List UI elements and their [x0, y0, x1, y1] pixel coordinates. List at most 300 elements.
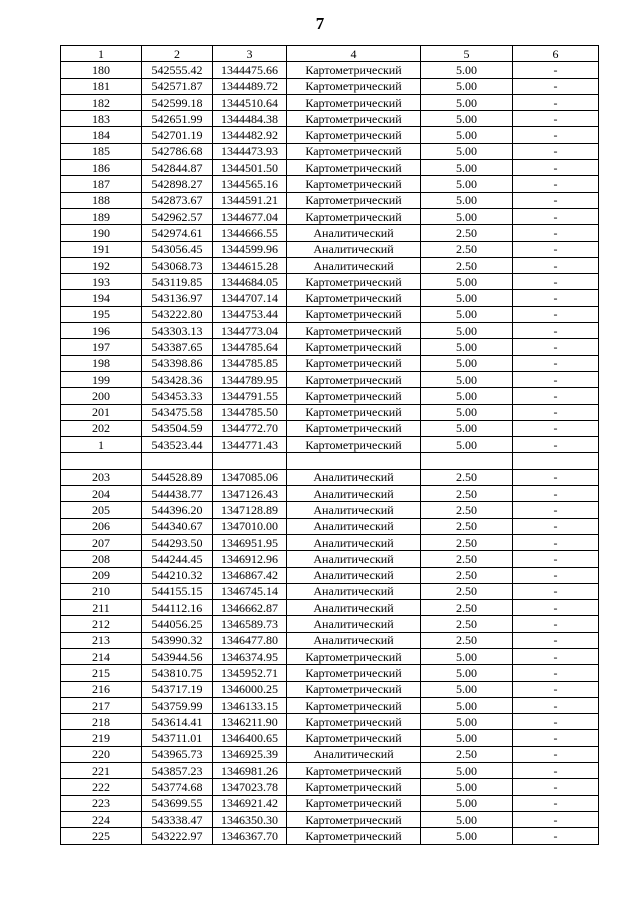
table-cell: 542898.27: [142, 176, 213, 192]
table-cell: -: [513, 62, 599, 78]
table-row: [61, 143, 599, 159]
table-cell: 1346745.14: [213, 583, 287, 599]
table-cell: Картометрический: [287, 323, 421, 339]
table-cell: -: [513, 306, 599, 322]
table-cell: Картометрический: [287, 404, 421, 420]
table-cell: -: [513, 730, 599, 746]
table-cell: 543303.13: [142, 323, 213, 339]
table-cell: 182: [61, 94, 142, 110]
table-cell: Картометрический: [287, 111, 421, 127]
table-cell: 543614.41: [142, 714, 213, 730]
table-cell: -: [513, 127, 599, 143]
table-cell: 203: [61, 469, 142, 485]
table-cell: 180: [61, 62, 142, 78]
table-cell: -: [513, 551, 599, 567]
table-cell: 1344785.50: [213, 404, 287, 420]
table-cell: 544155.15: [142, 583, 213, 599]
table-cell: Аналитический: [287, 225, 421, 241]
table-cell: -: [513, 828, 599, 844]
table-cell: 2.50: [421, 616, 513, 632]
table-cell: 5.00: [421, 192, 513, 208]
table-row: [61, 681, 599, 697]
table-cell: Аналитический: [287, 600, 421, 616]
table-cell: 542786.68: [142, 143, 213, 159]
table-cell: [287, 453, 421, 469]
table-cell: 2.50: [421, 257, 513, 273]
table-cell: 207: [61, 534, 142, 550]
table-cell: 1346921.42: [213, 795, 287, 811]
table-cell: -: [513, 111, 599, 127]
table-cell: 1346350.30: [213, 811, 287, 827]
table-cell: 183: [61, 111, 142, 127]
table-row: [61, 241, 599, 257]
table-cell: 5.00: [421, 681, 513, 697]
table-cell: Картометрический: [287, 143, 421, 159]
table-cell: Картометрический: [287, 192, 421, 208]
header-row: [61, 46, 599, 62]
table-row: [61, 583, 599, 599]
table-cell: -: [513, 779, 599, 795]
table-cell: -: [513, 192, 599, 208]
table-cell: 1347085.06: [213, 469, 287, 485]
table-row: [61, 665, 599, 681]
table-cell: 543222.80: [142, 306, 213, 322]
table-row: [61, 323, 599, 339]
table-cell: Аналитический: [287, 257, 421, 273]
table-cell: 208: [61, 551, 142, 567]
table-cell: 543965.73: [142, 746, 213, 762]
table-row: [61, 192, 599, 208]
table-cell: 1346912.96: [213, 551, 287, 567]
table-cell: 5.00: [421, 176, 513, 192]
table-row: [61, 160, 599, 176]
table-cell: 225: [61, 828, 142, 844]
table-row: [61, 697, 599, 713]
table-cell: 2.50: [421, 518, 513, 534]
table-row: [61, 534, 599, 550]
table-row: [61, 208, 599, 224]
table-cell: 2.50: [421, 486, 513, 502]
table-cell: Картометрический: [287, 62, 421, 78]
table-row: [61, 730, 599, 746]
table-cell: -: [513, 518, 599, 534]
table-cell: [213, 453, 287, 469]
table-cell: 1344785.64: [213, 339, 287, 355]
table-row: [61, 763, 599, 779]
table-cell: -: [513, 763, 599, 779]
table-cell: 5.00: [421, 290, 513, 306]
table-cell: 2.50: [421, 600, 513, 616]
table-cell: 5.00: [421, 763, 513, 779]
table-cell: 190: [61, 225, 142, 241]
table-cell: 5.00: [421, 339, 513, 355]
table-cell: 5.00: [421, 94, 513, 110]
table-cell: -: [513, 274, 599, 290]
table-cell: 210: [61, 583, 142, 599]
table-cell: -: [513, 795, 599, 811]
table-cell: Картометрический: [287, 828, 421, 844]
table-cell: 181: [61, 78, 142, 94]
table-row: [61, 127, 599, 143]
table-cell: 192: [61, 257, 142, 273]
table-cell: 221: [61, 763, 142, 779]
table-row: [61, 469, 599, 485]
table-cell: 1344484.38: [213, 111, 287, 127]
table-cell: 544056.25: [142, 616, 213, 632]
table-row: [61, 486, 599, 502]
table-cell: 544112.16: [142, 600, 213, 616]
table-cell: 1346374.95: [213, 648, 287, 664]
table-cell: 1347023.78: [213, 779, 287, 795]
table-cell: -: [513, 160, 599, 176]
table-cell: Аналитический: [287, 486, 421, 502]
table-row: [61, 420, 599, 436]
table-cell: 201: [61, 404, 142, 420]
table-cell: 5.00: [421, 62, 513, 78]
table-cell: -: [513, 632, 599, 648]
table-cell: 542701.19: [142, 127, 213, 143]
table-cell: 542651.99: [142, 111, 213, 127]
table-cell: -: [513, 404, 599, 420]
table-cell: -: [513, 583, 599, 599]
table-cell: [513, 453, 599, 469]
table-cell: 543398.86: [142, 355, 213, 371]
table-cell: -: [513, 437, 599, 453]
table-cell: Картометрический: [287, 811, 421, 827]
table-cell: 542599.18: [142, 94, 213, 110]
table-cell: 191: [61, 241, 142, 257]
table-row: [61, 551, 599, 567]
table-cell: Картометрический: [287, 648, 421, 664]
table-cell: Картометрический: [287, 681, 421, 697]
table-cell: 5.00: [421, 420, 513, 436]
table-cell: -: [513, 567, 599, 583]
table-cell: Картометрический: [287, 78, 421, 94]
table-cell: 1346000.25: [213, 681, 287, 697]
table-cell: 1344666.55: [213, 225, 287, 241]
table-cell: -: [513, 746, 599, 762]
table-cell: Аналитический: [287, 551, 421, 567]
table-cell: 1344510.64: [213, 94, 287, 110]
table-cell: Картометрический: [287, 208, 421, 224]
table-row: [61, 94, 599, 110]
table-row: [61, 567, 599, 583]
table-cell: 544438.77: [142, 486, 213, 502]
table-cell: 189: [61, 208, 142, 224]
table-cell: 2.50: [421, 746, 513, 762]
table-row: [61, 518, 599, 534]
table-cell: 1344591.21: [213, 192, 287, 208]
table-row: [61, 225, 599, 241]
table-cell: -: [513, 355, 599, 371]
table-cell: -: [513, 323, 599, 339]
table-row: [61, 648, 599, 664]
table-cell: 5.00: [421, 388, 513, 404]
table-cell: 1344565.16: [213, 176, 287, 192]
table-row: [61, 62, 599, 78]
table-cell: -: [513, 600, 599, 616]
table-row: [61, 453, 599, 469]
table-cell: 5.00: [421, 274, 513, 290]
table-cell: 1: [61, 437, 142, 453]
table-row: [61, 828, 599, 844]
table-cell: 2.50: [421, 534, 513, 550]
table-cell: 2.50: [421, 583, 513, 599]
table-cell: Картометрический: [287, 763, 421, 779]
table-cell: 1346662.87: [213, 600, 287, 616]
table-cell: 200: [61, 388, 142, 404]
table-cell: Картометрический: [287, 290, 421, 306]
table-cell: 194: [61, 290, 142, 306]
table-cell: 543136.97: [142, 290, 213, 306]
table-cell: 1344785.85: [213, 355, 287, 371]
table-cell: 5.00: [421, 143, 513, 159]
table-cell: Аналитический: [287, 502, 421, 518]
table-cell: 5.00: [421, 208, 513, 224]
table-cell: 220: [61, 746, 142, 762]
table-cell: 542571.87: [142, 78, 213, 94]
table-row: [61, 502, 599, 518]
table-cell: 1344789.95: [213, 371, 287, 387]
table-cell: 543717.19: [142, 681, 213, 697]
table-cell: -: [513, 208, 599, 224]
table-cell: 543504.59: [142, 420, 213, 436]
table-cell: -: [513, 420, 599, 436]
table-cell: 543857.23: [142, 763, 213, 779]
table-cell: 5.00: [421, 714, 513, 730]
table-cell: 195: [61, 306, 142, 322]
table-cell: -: [513, 371, 599, 387]
table-cell: -: [513, 486, 599, 502]
table-cell: 1344615.28: [213, 257, 287, 273]
table-cell: Аналитический: [287, 518, 421, 534]
table-cell: Аналитический: [287, 632, 421, 648]
table-row: [61, 616, 599, 632]
table-cell: 5.00: [421, 697, 513, 713]
table-cell: 218: [61, 714, 142, 730]
table-cell: Картометрический: [287, 730, 421, 746]
table-cell: 542962.57: [142, 208, 213, 224]
table-cell: 5.00: [421, 127, 513, 143]
table-cell: 543428.36: [142, 371, 213, 387]
table-row: [61, 176, 599, 192]
table-cell: 224: [61, 811, 142, 827]
table-cell: 543810.75: [142, 665, 213, 681]
table-row: [61, 257, 599, 273]
table-body: [61, 46, 599, 845]
header-cell: 1: [61, 46, 142, 62]
table-cell: 1346589.73: [213, 616, 287, 632]
table-cell: Картометрический: [287, 714, 421, 730]
table-row: [61, 746, 599, 762]
table-cell: 543453.33: [142, 388, 213, 404]
table-cell: -: [513, 469, 599, 485]
table-cell: 543056.45: [142, 241, 213, 257]
table-cell: -: [513, 697, 599, 713]
table-cell: 1346867.42: [213, 567, 287, 583]
table-cell: 543475.58: [142, 404, 213, 420]
table-cell: -: [513, 78, 599, 94]
table-cell: Картометрический: [287, 339, 421, 355]
table-cell: 542873.67: [142, 192, 213, 208]
table-cell: 1346981.26: [213, 763, 287, 779]
table-cell: 2.50: [421, 632, 513, 648]
table-cell: Картометрический: [287, 371, 421, 387]
table-cell: 2.50: [421, 225, 513, 241]
table-cell: 1344677.04: [213, 208, 287, 224]
table-cell: 1346211.90: [213, 714, 287, 730]
table-cell: 1344684.05: [213, 274, 287, 290]
table-cell: 186: [61, 160, 142, 176]
table-cell: 2.50: [421, 551, 513, 567]
table-cell: 1344772.70: [213, 420, 287, 436]
table-cell: 214: [61, 648, 142, 664]
table-cell: [142, 453, 213, 469]
table-cell: 213: [61, 632, 142, 648]
table-cell: 1346925.39: [213, 746, 287, 762]
table-cell: 1346367.70: [213, 828, 287, 844]
table-cell: 544528.89: [142, 469, 213, 485]
table-cell: 1345952.71: [213, 665, 287, 681]
table-cell: Аналитический: [287, 616, 421, 632]
table-cell: 2.50: [421, 502, 513, 518]
table-cell: 1344489.72: [213, 78, 287, 94]
table-cell: 1344475.66: [213, 62, 287, 78]
table-cell: 215: [61, 665, 142, 681]
table-cell: Картометрический: [287, 176, 421, 192]
header-cell: 3: [213, 46, 287, 62]
table-cell: Аналитический: [287, 534, 421, 550]
table-cell: 217: [61, 697, 142, 713]
table-row: [61, 339, 599, 355]
table-cell: 211: [61, 600, 142, 616]
table-cell: 544293.50: [142, 534, 213, 550]
table-cell: 1344482.92: [213, 127, 287, 143]
table-row: [61, 290, 599, 306]
table-cell: 5.00: [421, 648, 513, 664]
table-cell: 5.00: [421, 355, 513, 371]
table-cell: 1344753.44: [213, 306, 287, 322]
table-cell: 223: [61, 795, 142, 811]
table-cell: Аналитический: [287, 583, 421, 599]
table-cell: Аналитический: [287, 567, 421, 583]
table-cell: 209: [61, 567, 142, 583]
table-cell: Картометрический: [287, 127, 421, 143]
table-cell: -: [513, 339, 599, 355]
table-cell: 198: [61, 355, 142, 371]
table-cell: -: [513, 143, 599, 159]
table-cell: -: [513, 648, 599, 664]
table-cell: 543759.99: [142, 697, 213, 713]
table-row: [61, 795, 599, 811]
table-cell: 5.00: [421, 371, 513, 387]
table-row: [61, 355, 599, 371]
table-cell: 543944.56: [142, 648, 213, 664]
table-cell: 1344771.43: [213, 437, 287, 453]
table-row: [61, 274, 599, 290]
table-cell: 199: [61, 371, 142, 387]
table-cell: 542974.61: [142, 225, 213, 241]
table-cell: Аналитический: [287, 746, 421, 762]
table-cell: Аналитический: [287, 241, 421, 257]
table-cell: Картометрический: [287, 160, 421, 176]
table-row: [61, 779, 599, 795]
table-cell: 1347126.43: [213, 486, 287, 502]
table-cell: 5.00: [421, 665, 513, 681]
table-cell: 187: [61, 176, 142, 192]
table-cell: 543068.73: [142, 257, 213, 273]
table-cell: Картометрический: [287, 779, 421, 795]
table-cell: 185: [61, 143, 142, 159]
table-cell: -: [513, 176, 599, 192]
table-cell: 5.00: [421, 160, 513, 176]
table-cell: 2.50: [421, 469, 513, 485]
table-cell: 1347010.00: [213, 518, 287, 534]
table-cell: -: [513, 241, 599, 257]
table-cell: 1344473.93: [213, 143, 287, 159]
header-cell: 2: [142, 46, 213, 62]
table-cell: 5.00: [421, 779, 513, 795]
table-cell: -: [513, 534, 599, 550]
coordinates-table: [60, 45, 599, 845]
table-cell: 205: [61, 502, 142, 518]
table-cell: 5.00: [421, 306, 513, 322]
table-cell: 206: [61, 518, 142, 534]
table-cell: 202: [61, 420, 142, 436]
table-cell: 204: [61, 486, 142, 502]
table-cell: -: [513, 257, 599, 273]
table-cell: Картометрический: [287, 697, 421, 713]
table-cell: -: [513, 502, 599, 518]
table-cell: [421, 453, 513, 469]
table-cell: 1346133.15: [213, 697, 287, 713]
table-row: [61, 371, 599, 387]
table-cell: -: [513, 94, 599, 110]
table-cell: 2.50: [421, 567, 513, 583]
table-row: [61, 388, 599, 404]
table-cell: Картометрический: [287, 665, 421, 681]
table-cell: 544340.67: [142, 518, 213, 534]
table-cell: 1344773.04: [213, 323, 287, 339]
table-cell: [61, 453, 142, 469]
table-cell: 1344501.50: [213, 160, 287, 176]
table-cell: 5.00: [421, 795, 513, 811]
header-cell: 6: [513, 46, 599, 62]
table-cell: -: [513, 714, 599, 730]
table-cell: 543990.32: [142, 632, 213, 648]
header-cell: 4: [287, 46, 421, 62]
table-cell: Картометрический: [287, 306, 421, 322]
table-cell: 219: [61, 730, 142, 746]
table-row: [61, 111, 599, 127]
table-cell: 544244.45: [142, 551, 213, 567]
table-cell: -: [513, 616, 599, 632]
table-cell: 184: [61, 127, 142, 143]
table-cell: Картометрический: [287, 420, 421, 436]
table-cell: 544396.20: [142, 502, 213, 518]
table-cell: -: [513, 811, 599, 827]
table-row: [61, 600, 599, 616]
table-cell: 543119.85: [142, 274, 213, 290]
table-row: [61, 811, 599, 827]
table-cell: 543222.97: [142, 828, 213, 844]
table-cell: 216: [61, 681, 142, 697]
table-row: [61, 714, 599, 730]
table-cell: -: [513, 290, 599, 306]
table-cell: 544210.32: [142, 567, 213, 583]
table-row: [61, 404, 599, 420]
table-cell: Картометрический: [287, 274, 421, 290]
